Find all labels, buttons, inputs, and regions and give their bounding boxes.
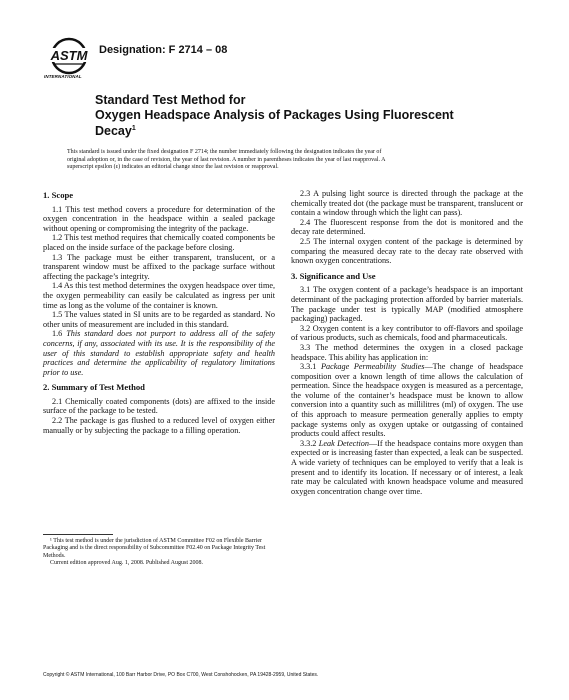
title-line-3 [95, 122, 515, 139]
paragraph-1-3: 1.3 The package must be either transparent, translucent, or a transparent window must be affixed to the package surface without affecting the package’s integrity. [43, 252, 275, 281]
title-line-2: Oxygen Headspace Analysis of Packages Using Fluorescent [95, 107, 454, 122]
paragraph-3-3-2-text: —If the headspace contains more oxygen than expected or is increasing faster than expected, a leak can be suspected. A wide variety of techniques can be employed to verify that a leak is present and to identify its location. If necessary or of interest, a leak rate may be calculated with known headspace volume and measured oxygen concentration change over time. [291, 438, 524, 496]
paragraph-3-2: 3.2 Oxygen content is a key contributor to off-flavors and spoilage of various products, such as chemicals, food and pharmaceuticals. [291, 323, 523, 343]
footnote-line-2: Current edition approved Aug. 1, 2008. Published August 2008. [50, 560, 203, 567]
paragraph-2-3: 2.3 A pulsing light source is directed through the package at the chemically treated dot (the package must be transparent, translucent or contain a window through which the light can pass). [291, 189, 523, 218]
designation: Designation: F 2714 – 08 [99, 44, 228, 56]
copyright-footer: Copyright © ASTM International, 100 Barr Harbor Drive, PO Box C700, West Conshohocken, PA 19428-2959, United States. [43, 672, 319, 678]
standard-note-line-2: original adoption or, in the case of revision, the year of last revision. A number in parentheses indicates the year of last reapproval. A [67, 156, 386, 163]
standard-note [67, 149, 497, 172]
section-heading-summary: 2. Summary of Test Method [43, 382, 145, 393]
paragraph-3-3-1-text: —The change of headspace composition over a known length of time allows the calculation of permeation. Since the headspace oxygen is measured as a percentage, the volume of the container’s headspace must be known to allow conversion into a quantity such as millilitres (ml) of oxygen. The use of this approach to measure permeation generally applies to empty package systems only as oxygen uptake or outgassing of contained products could affect results. [291, 362, 523, 439]
paragraph-3-3-1-number: 3.3.1 [300, 362, 322, 372]
right-column [291, 189, 523, 496]
paragraph-3-1: 3.1 The oxygen content of a package’s headspace is an important determinant of the packaging protection afforded by barrier materials. The package under test is typically MAP (modified atmosphere packaging) packaged. [291, 285, 523, 324]
paragraph-3-3-2 [291, 439, 523, 497]
paragraph-1-6 [43, 329, 275, 377]
standard-note-line-3: superscript epsilon (ε) indicates an editorial change since the last revision or reapproval. [67, 164, 279, 170]
footnote-line-1: ¹ This test method is under the jurisdiction of ASTM Committee F02 on Flexible Barrier Packaging and is the direct responsibility of Subcommittee F02.40 on Package Integrity Test Methods. [43, 538, 266, 559]
paragraph-2-4: 2.4 The fluorescent response from the dot is monitored and the decay rate determined. [291, 217, 523, 237]
logo-subtext: INTERNATIONAL [44, 74, 82, 79]
section-heading-scope: 1. Scope [43, 190, 74, 200]
paragraph-2-1: 2.1 Chemically coated components (dots) are affixed to the inside surface of the package to be tested. [43, 396, 275, 416]
paragraph-3-3-1 [291, 362, 523, 439]
footnote-divider [43, 534, 113, 535]
paragraph-1-1: 1.1 This test method covers a procedure for determination of the oxygen concentration in the headspace within a sealed package without opening or compromising the integrity of the package. [43, 204, 275, 233]
paragraph-2-5: 2.5 The internal oxygen content of the package is determined by comparing the measured decay rate to the decay rate observed with known oxygen concentrations. [291, 236, 523, 266]
standard-note-line-1: This standard is issued under the fixed designation F 2714; the number immediately following the designation indicates the year of [67, 149, 382, 155]
paragraph-3-3: 3.3 The method determines the oxygen in a closed package headspace. This ability has application in: [291, 342, 523, 362]
paragraph-1-4: 1.4 As this test method determines the oxygen headspace over time, the oxygen permeability can easily be calculated as ingress per unit time as long as the volume of the container is known. [43, 281, 275, 310]
document-title [95, 93, 515, 139]
title-footnote-mark: 1 [131, 125, 136, 132]
left-column [43, 191, 275, 435]
paragraph-1-5: 1.5 The values stated in SI units are to be regarded as standard. No other units of measurement are included in this standard. [43, 310, 275, 329]
paragraph-3-3-2-label: Leak Detection [318, 438, 369, 448]
paragraph-1-2: 1.2 This test method requires that chemically coated components be placed on the inside surface of the package before closing. [43, 233, 275, 252]
title-line-3-text: Decay [95, 124, 132, 139]
paragraph-1-6-number: 1.6 [52, 329, 67, 339]
footnote [43, 538, 275, 568]
section-heading-significance: 3. Significance and Use [291, 270, 376, 281]
title-line-1: Standard Test Method for [95, 93, 246, 107]
paragraph-2-2: 2.2 The package is gas flushed to a reduced level of oxygen either manually or by subjecting the package to a filling operation. [43, 416, 275, 435]
paragraph-3-3-1-label: Package Permeability Studies [321, 362, 425, 372]
paragraph-1-6-text: This standard does not purport to address all of the safety concerns, if any, associated with its use. It is the responsibility of the user of this standard to establish appropriate safety and health practices and determine the applicability of regulatory limitations prior to use. [43, 329, 276, 377]
paragraph-3-3-2-number: 3.3.2 [300, 438, 319, 448]
logo-text: ASTM [50, 48, 88, 63]
